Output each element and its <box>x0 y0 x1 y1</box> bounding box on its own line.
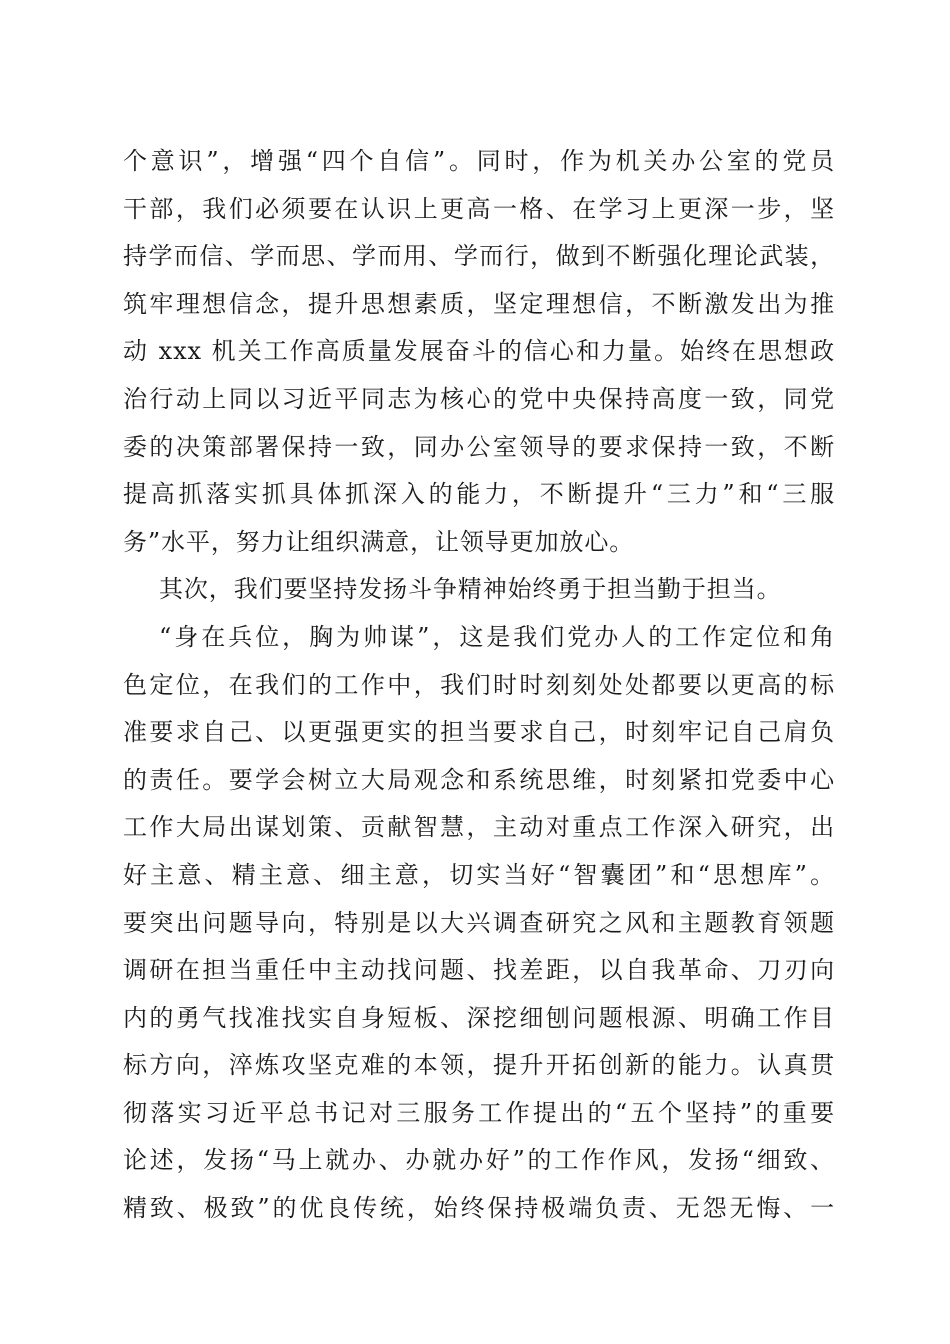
text-line: 彻落实习近平总书记对三服务工作提出的“五个坚持”的重要 <box>123 1098 835 1127</box>
text-line: 治行动上同以习近平同志为核心的党中央保持高度一致，同党 <box>123 384 835 413</box>
text-line: 务”水平，努力让组织满意，让领导更加放心。 <box>123 527 635 556</box>
text-line: 好主意、精主意、细主意，切实当好“智囊团”和“思想库”。 <box>123 860 835 889</box>
text-line: 调研在担当重任中主动找问题、找差距，以自我革命、刀刃向 <box>123 956 835 985</box>
text-line: 个意识”，增强“四个自信”。同时，作为机关办公室的党员 <box>123 147 835 175</box>
text-line: “身在兵位，胸为帅谋”，这是我们党办人的工作定位和角 <box>159 622 835 651</box>
text-line: 干部，我们必须要在认识上更高一格、在学习上更深一步，坚 <box>123 194 835 223</box>
text-line: 持学而信、学而思、学而用、学而行，做到不断强化理论武装， <box>123 242 835 271</box>
body-text <box>123 138 835 1233</box>
text-line: 标方向，淬炼攻坚克难的本领，提升开拓创新的能力。认真贯 <box>123 1051 835 1080</box>
text-line: 论述，发扬“马上就办、办就办好”的工作作风，发扬“细致、 <box>123 1146 835 1175</box>
text-line: 工作大局出谋划策、贡献智慧，主动对重点工作深入研究，出 <box>123 813 835 842</box>
text-line: 精致、极致”的优良传统，始终保持极端负责、无怨无悔、一 <box>123 1194 835 1223</box>
text-line: 的责任。要学会树立大局观念和系统思维，时刻紧扣党委中心 <box>123 765 835 794</box>
text-line: 其次，我们要坚持发扬斗争精神始终勇于担当勤于担当。 <box>159 575 782 604</box>
text-line: 色定位，在我们的工作中，我们时时刻刻处处都要以更高的标 <box>123 670 835 699</box>
text-line: 提高抓落实抓具体抓深入的能力，不断提升“三力”和“三服 <box>123 480 835 509</box>
text-line: 动 xxx 机关工作高质量发展奋斗的信心和力量。始终在思想政 <box>123 337 835 366</box>
text-line: 委的决策部署保持一致，同办公室领导的要求保持一致，不断 <box>123 432 835 461</box>
text-line: 筑牢理想信念，提升思想素质，坚定理想信，不断激发出为推 <box>123 289 835 318</box>
text-line: 内的勇气找准找实自身短板、深挖细刨问题根源、明确工作目 <box>123 1003 835 1032</box>
text-line: 要突出问题导向，特别是以大兴调查研究之风和主题教育领题 <box>123 908 835 937</box>
text-line: 准要求自己、以更强更实的担当要求自己，时刻牢记自己肩负 <box>123 718 835 747</box>
